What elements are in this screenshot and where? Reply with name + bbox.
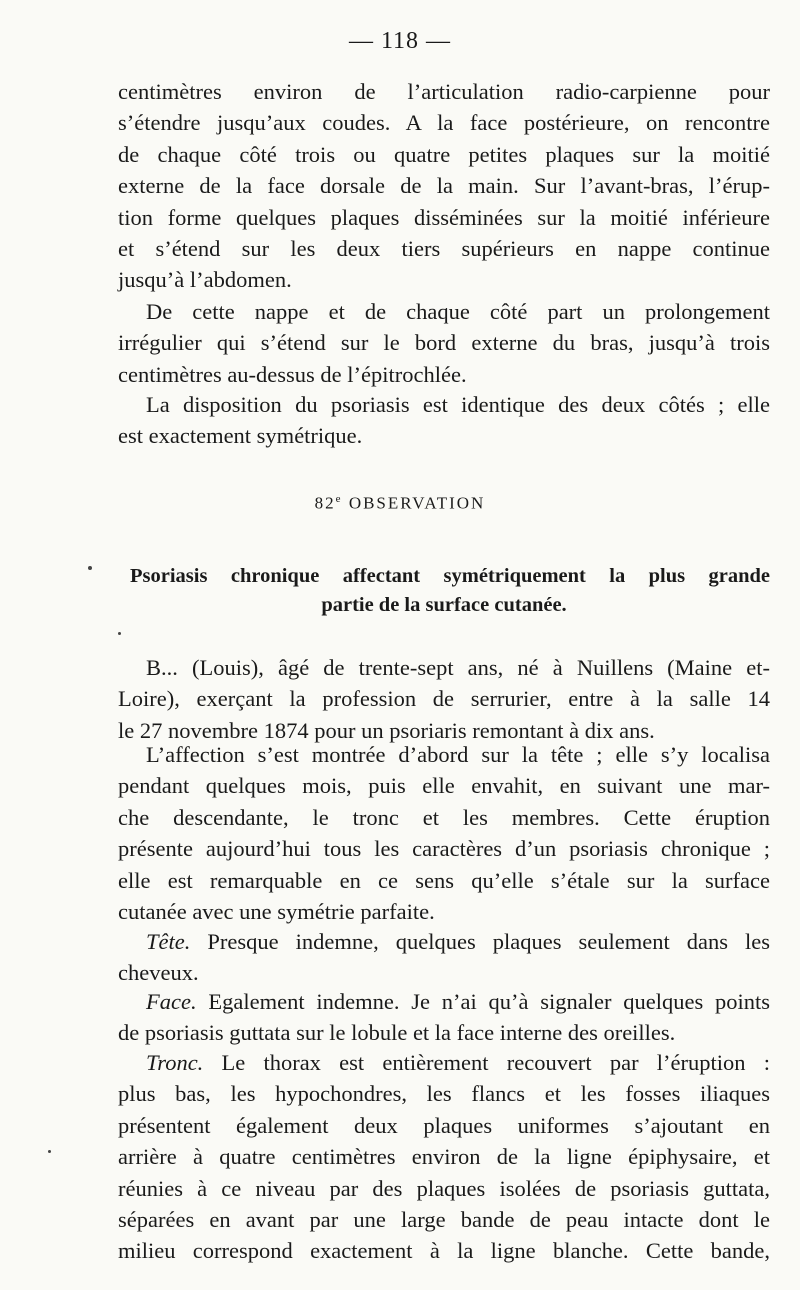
text-line: le 27 novembre 1874 pour un psoriaris remontant à dix ans. [118, 717, 655, 743]
tete-text: Presque indemne, quelques plaques seulement dans les [190, 929, 770, 954]
text-line: centimètres environ de l’articulation radio-carpienne pour [118, 79, 770, 104]
text-line: séparées en avant par une large bande de peau intacte dont le [118, 1207, 770, 1233]
paragraph-patient [118, 652, 770, 746]
observation-subtitle [118, 562, 770, 620]
subtitle-line: Psoriasis chronique affectant symétriquement la plus grande [130, 565, 770, 587]
text-line: pendant quelques mois, puis elle envahit, en suivant une mar- [118, 773, 770, 799]
tete-label: Tête. [146, 929, 191, 954]
face-text: Egalement indemne. Je n’ai qu’à signaler quelques points [196, 989, 770, 1014]
text-line: milieu correspond exactement à la ligne blanche. Cette bande, [118, 1238, 770, 1264]
text-line: présente aujourd’hui tous les caractères d’un psoriasis chronique ; [118, 836, 770, 862]
text-line [118, 986, 770, 1017]
text-line: elle est remarquable en ce sens qu’elle s’étale sur la surface [118, 867, 770, 893]
text-line: de chaque côté trois ou quatre petites plaques sur la moitié [118, 141, 770, 167]
observation-number: 82 [314, 493, 336, 513]
subtitle-line: partie de la surface cutanée. [321, 594, 567, 616]
text-line: externe de la face dorsale de la main. Sur l’avant-bras, l’érup- [118, 173, 770, 199]
text-line: che descendante, le tronc et les membres. Cette éruption [118, 804, 770, 830]
paragraph-tete [118, 926, 770, 989]
text-line: réunies à ce niveau par des plaques isolées de psoriasis guttata, [118, 1175, 770, 1201]
text-line: centimètres au-dessus de l’épitrochlée. [118, 361, 467, 387]
text-line: B... (Louis), âgé de trente-sept ans, né à Nuillens (Maine et- [146, 655, 770, 680]
observation-heading [0, 493, 800, 514]
text-line: Loire), exerçant la profession de serrurier, entre à la salle 14 [118, 686, 770, 712]
text-line: cheveux. [118, 960, 199, 986]
paragraph-prolongement [118, 296, 770, 390]
text-line [118, 926, 770, 957]
text-line: tion forme quelques plaques disséminées sur la moitié inférieure [118, 204, 770, 230]
observation-label: OBSERVATION [348, 493, 486, 513]
paragraph-disposition [118, 389, 770, 452]
text-line: jusqu’à l’abdomen. [118, 267, 292, 293]
observation-ordinal: e [335, 493, 343, 505]
tronc-text: Le thorax est entièrement recouvert par l’éruption : [203, 1050, 770, 1075]
face-label: Face. [146, 989, 197, 1014]
text-line: La disposition du psoriasis est identique des deux côtés ; elle [146, 392, 770, 417]
text-line: De cette nappe et de chaque côté part un prolongement [146, 299, 770, 324]
paragraph-face [118, 986, 770, 1049]
text-line: s’étendre jusqu’aux coudes. A la face postérieure, on rencontre [118, 110, 770, 136]
ink-speck [88, 566, 92, 570]
page-number: — 118 — [348, 28, 452, 54]
text-line: arrière à quatre centimètres environ de la ligne épiphysaire, et [118, 1144, 770, 1170]
tronc-label: Tronc. [146, 1050, 204, 1075]
paragraph-affection [118, 739, 770, 927]
ink-speck [48, 1150, 51, 1153]
text-line: irrégulier qui s’étend sur le bord externe du bras, jusqu’à trois [118, 330, 770, 356]
paragraph-tronc [118, 1047, 770, 1267]
text-line: L’affection s’est montrée d’abord sur la tête ; elle s’y localisa [146, 742, 770, 767]
text-line [118, 1047, 770, 1078]
text-line: cutanée avec une symétrie parfaite. [118, 899, 435, 925]
text-line: plus bas, les hypochondres, les flancs et les fosses iliaques [118, 1081, 770, 1107]
text-line: présentent également deux plaques uniformes s’ajoutant en [118, 1112, 770, 1138]
paragraph-continuation [118, 76, 770, 296]
ink-speck [118, 632, 121, 635]
text-line: de psoriasis guttata sur le lobule et la face interne des oreilles. [118, 1020, 676, 1046]
text-line: et s’étend sur les deux tiers supérieurs en nappe continue [118, 236, 770, 262]
text-line: est exactement symétrique. [118, 423, 363, 449]
